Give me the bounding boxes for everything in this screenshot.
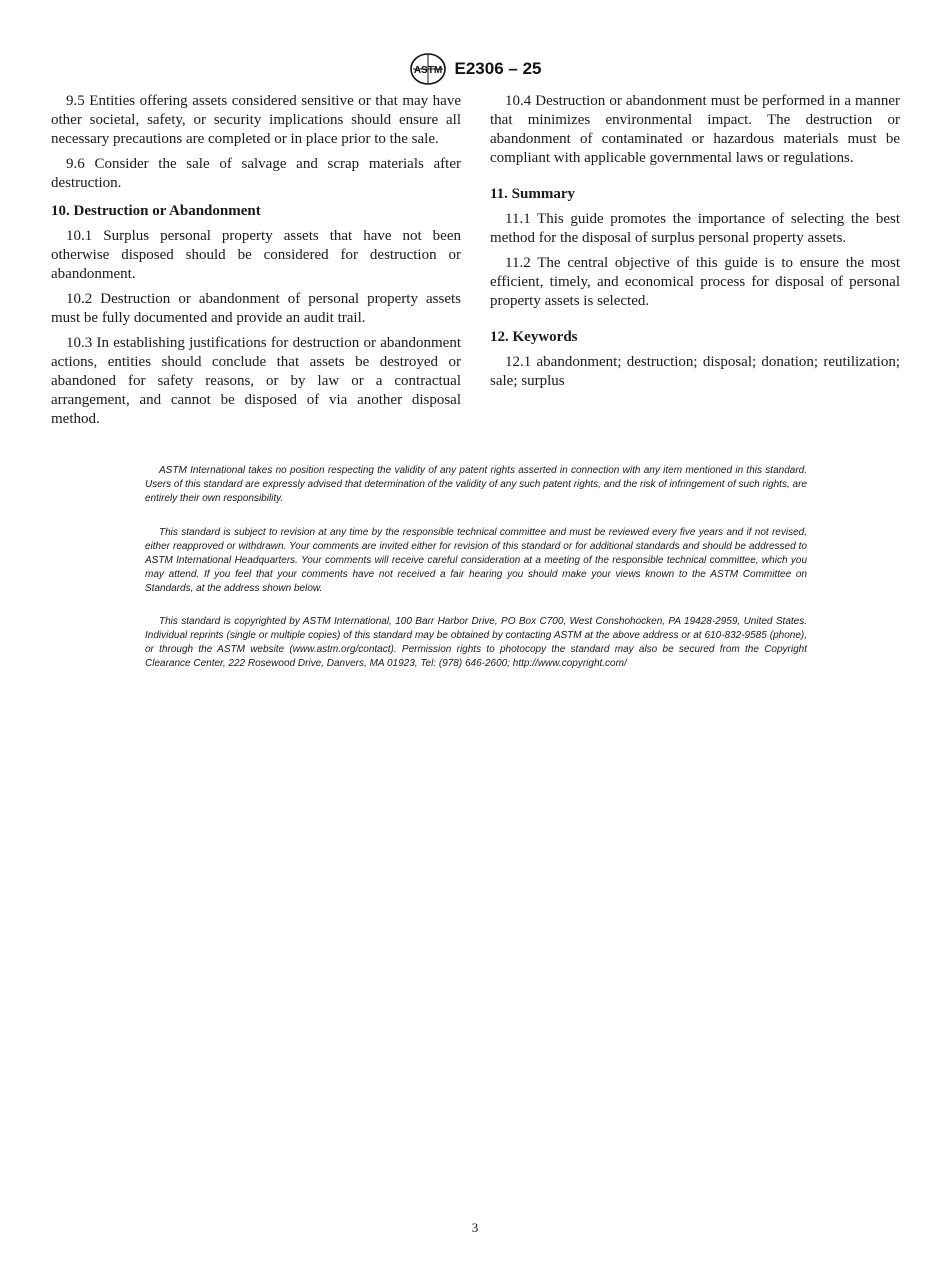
left-column: [51, 92, 461, 435]
logo-text: ASTM: [413, 65, 442, 76]
page-number: 3: [471, 1220, 479, 1235]
heading-section-11: 11. Summary: [490, 186, 576, 202]
patent-notice: ASTM International takes no position respecting the validity of any patent rights asserted in connection with any item mentioned in this standard. Users of this standard are expressly advised that determination of the validity of any such patent rights, and the risk of infringement of such rights, are entirely their own responsibility.: [145, 465, 807, 504]
paragraph-10-3: 10.3 In establishing justifications for destruction or abandonment actions, entities should conclude that assets be destroyed or abandoned for safety reasons, or by law or a contractual arrangement, and cannot be disposed of via another disposal method.: [51, 335, 461, 427]
astm-logo-icon: [409, 52, 447, 86]
paragraph-10-1: 10.1 Surplus personal property assets that have not been otherwise disposed should be considered for destruction or abandonment.: [51, 228, 461, 282]
paragraph-9-5: 9.5 Entities offering assets considered sensitive or that may have other societal, safety, or security implications should ensure all necessary precautions are completed or in place prior to the sale.: [51, 93, 461, 147]
paragraph-12-1: 12.1 abandonment; destruction; disposal; donation; reutilization; sale; surplus: [490, 354, 900, 389]
heading-section-10: 10. Destruction or Abandonment: [51, 203, 261, 219]
page-header: [0, 52, 950, 86]
heading-section-12: 12. Keywords: [490, 329, 578, 345]
standard-designation: E2306 – 25: [454, 59, 542, 78]
paragraph-10-2: 10.2 Destruction or abandonment of personal property assets must be fully documented and provide an audit trail.: [51, 291, 461, 326]
right-column: [490, 92, 900, 397]
paragraph-11-1: 11.1 This guide promotes the importance of selecting the best method for the disposal of surplus personal property assets.: [490, 211, 900, 246]
paragraph-9-6: 9.6 Consider the sale of salvage and scrap materials after destruction.: [51, 156, 461, 191]
paragraph-10-4: 10.4 Destruction or abandonment must be performed in a manner that minimizes environmental impact. The destruction or abandonment of contaminated or hazardous materials must be compliant with applicable governmental laws or regulations.: [490, 93, 900, 166]
paragraph-11-2: 11.2 The central objective of this guide is to ensure the most efficient, timely, and economical process for disposal of personal property assets is selected.: [490, 255, 900, 309]
copyright-notice: This standard is copyrighted by ASTM International, 100 Barr Harbor Drive, PO Box C700, West Conshohocken, PA 19428-2959, United States. Individual reprints (single or multiple copies) of this standard may be obtained by contacting ASTM at the above address or at 610-832-9585 (phone), or through the ASTM website (www.astm.org/contact). Permission rights to photocopy the standard may also be secured from the Copyright Clearance Center, 222 Rosewood Drive, Danvers, MA 01923, Tel: (978) 646-2600; http://www.copyright.com/: [145, 616, 807, 669]
revision-notice: This standard is subject to revision at any time by the responsible technical committee and must be reviewed every five years and if not revised, either reapproved or withdrawn. Your comments are invited either for revision of this standard or for additional standards and should be addressed to ASTM International Headquarters. Your comments will receive careful consideration at a meeting of the responsible technical committee, which you may attend. If you feel that your comments have not received a fair hearing you should make your views known to the ASTM Committee on Standards, at the address shown below.: [145, 527, 807, 594]
